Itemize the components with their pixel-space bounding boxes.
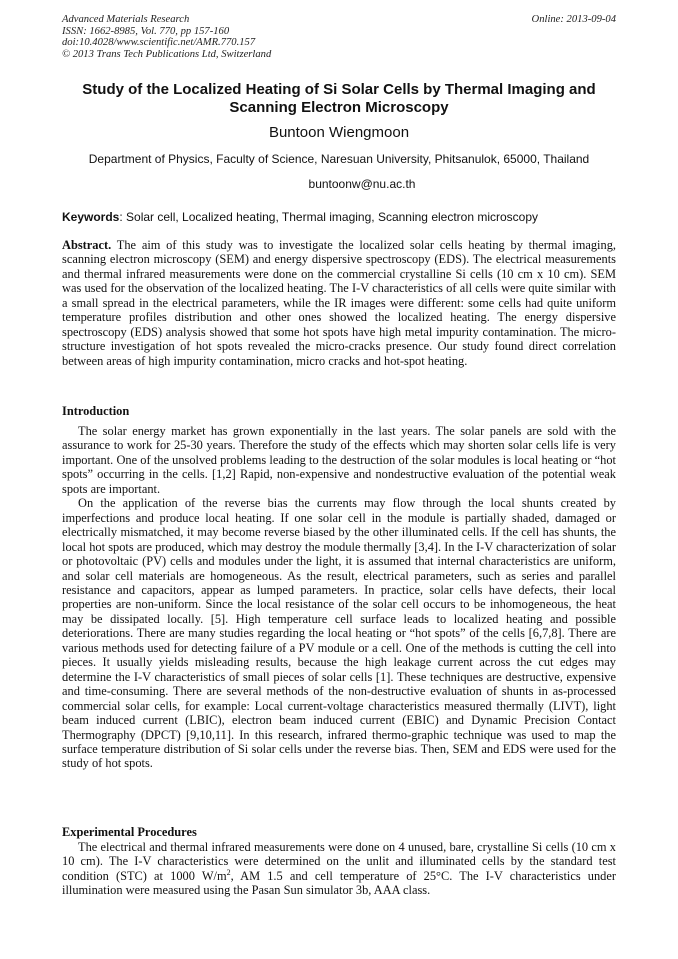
- keywords: [62, 210, 622, 224]
- introduction-body: [62, 424, 616, 771]
- author-name: Buntoon Wiengmoon: [268, 124, 410, 141]
- keywords-label: Keywords: [62, 210, 120, 224]
- keywords-text: : Solar cell, Localized heating, Thermal imaging, Scanning electron microscopy: [119, 210, 539, 224]
- introduction-paragraph-2: On the application of the reverse bias the currents may flow through the local shunts created by imperfections and produce local heating. If one solar cell in the module is partially shaded, damaged or electrically mismatched, it may become reverse biased by the other illuminated cells. If the cell has shunts, the local hot spots are produced, which may destroy the module thermally [3,4]. In the I-V characterization of solar or photovoltaic (PV) cells and modules under the light, it is assumed that internal characteristics are uniform, and solar cell materials are homogeneous. As the result, electrical parameters, such as series and parallel resistance and capacitors, appear as lumped parameters. In practice, solar cells have defects, their local properties are non-uniform. Since the local resistance of the solar cell occurs to be inhomogeneous, the heat may be dissipated locally. [5]. High temperature cell surface leads to localized heating and possible deteriorations. There are many studies regarding the local heating or “hot spots” of the cells [6,7,8]. There are various methods used for detecting failure of a PV module or a cell. One of the methods is cutting the cell into pieces. It usually yields misleading results, because the high leakage current across the cut edges may determine the I-V characteristics of small pieces of solar cells [1]. These techniques are destructive, expensive and time-consuming. There are several methods of the non-destructive evaluation of shunts in as-processed commercial solar cells, for example: Local current-voltage characteristics measured thermally (LIVT), light beam induced current (LBIC), electron beam induced current (EBIC) and Dynamic Precision Contact Thermography (DPCT) [9,10,11]. In this research, infrared thermo-graphic technique was used to map the surface temperature distribution of Si solar cells under the reverse bias. Then, SEM and EDS were used for the study of hot spots.: [62, 496, 616, 771]
- copyright-line: © 2013 Trans Tech Publications Ltd, Switzerland: [62, 48, 272, 60]
- abstract-text: The aim of this study was to investigate the localized solar cells heating by thermal imaging, scanning electron microscopy (SEM) and energy dispersive spectroscopy (EDS). The electrical measurements and thermal infrared measurements were done on the commercial crystalline Si cells (10 cm x 10 cm). SEM was used for the observation of the localized heating. The I-V characteristics of all cells were quite similar with a small spread in the electrical parameters, while the IR images were different: some cells had quite uniform temperature profiles distribution and other ones showed the localized heating. The energy dispersive spectroscopy (EDS) analysis showed that some hot spots have high metal impurity contamination. The micro-structure investigation of hot spots revealed the micro-cracks presence. Our study found direct correlation between areas of high impurity contamination, micro cracks and hot-spot heating.: [62, 238, 616, 368]
- online-date: Online: 2013-09-04: [531, 14, 616, 25]
- abstract: [62, 238, 616, 368]
- author-affiliation: Department of Physics, Faculty of Science, Naresuan University, Phitsanulok, 65000, Thailand: [88, 152, 590, 166]
- superscript-2: 2: [226, 867, 231, 877]
- introduction-paragraph-1: The solar energy market has grown exponentially in the last years. The solar panels are sold with the assurance to work for 25-30 years. Therefore the study of the effects which may shorten solar cells life is very important. One of the unsolved problems leading to the destruction of the solar modules is local heating or “hot spots” occurring in the cells. [1,2] Rapid, non-expensive and nondestructive evaluation of the potential weak spots are important.: [62, 424, 616, 496]
- author-email: buntoonw@nu.ac.th: [308, 177, 416, 191]
- experimental-paragraph-1: [62, 840, 616, 898]
- section-heading-introduction: Introduction: [62, 404, 130, 418]
- journal-name: Advanced Materials Research: [62, 14, 190, 25]
- experimental-text-a: The electrical and thermal infrared measurements were done on 4 unused, bare, crystalline Si cells (10 cm x 10 cm). The I-V characteristics were determined on the unlit and illuminated cells by the standard test condition (STC) at 1000 W/m: [62, 840, 616, 883]
- abstract-label: Abstract.: [62, 238, 112, 252]
- issn-line: ISSN: 1662-8985, Vol. 770, pp 157-160: [62, 25, 230, 37]
- doi-line: doi:10.4028/www.scientific.net/AMR.770.157: [62, 37, 256, 49]
- journal-header: [62, 14, 616, 60]
- experimental-text-b: , AM 1.5 and cell temperature of 25°C. The I-V characteristics under illumination were measured using the Pasan Sun simulator 3b, AAA class.: [62, 868, 616, 898]
- experimental-body: [62, 840, 616, 898]
- section-heading-experimental: Experimental Procedures: [62, 825, 197, 839]
- paper-title: Study of the Localized Heating of Si Solar Cells by Thermal Imaging and Scanning Electron Microscopy: [82, 81, 596, 116]
